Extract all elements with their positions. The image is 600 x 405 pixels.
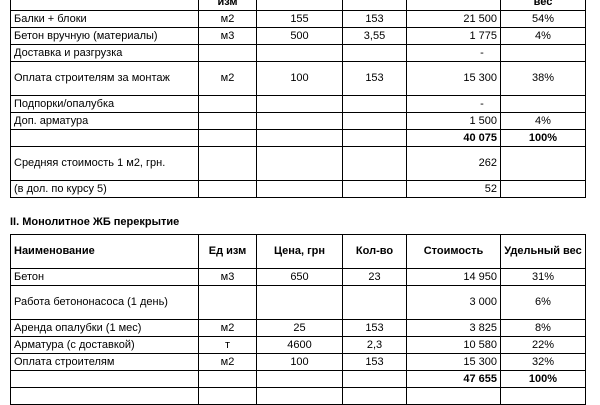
cell-share: 6% bbox=[501, 286, 586, 320]
cell-share bbox=[501, 96, 586, 113]
cell-price: 25 bbox=[257, 320, 343, 337]
cell-qty bbox=[343, 113, 407, 130]
header-qty: Кол-во bbox=[343, 235, 407, 269]
cell-cost: 15 300 bbox=[407, 354, 501, 371]
cell-unit bbox=[199, 286, 257, 320]
cell-unit: м2 bbox=[199, 11, 257, 28]
cell-unit bbox=[199, 113, 257, 130]
empty-cell bbox=[11, 388, 199, 405]
usd-value: 52 bbox=[407, 181, 501, 198]
header-cell bbox=[257, 0, 343, 11]
cell-cost: 15 300 bbox=[407, 62, 501, 96]
cell-name: Оплата строителям bbox=[11, 354, 199, 371]
table-row bbox=[11, 388, 586, 405]
cell-unit: м3 bbox=[199, 28, 257, 45]
cell-price: 100 bbox=[257, 354, 343, 371]
cell-unit: м2 bbox=[199, 354, 257, 371]
header-price: Цена, грн bbox=[257, 235, 343, 269]
empty-cell bbox=[407, 388, 501, 405]
table-header-row bbox=[11, 0, 586, 11]
cell-cost: 21 500 bbox=[407, 11, 501, 28]
average-row bbox=[11, 147, 586, 181]
cell-name: Бетон bbox=[11, 269, 199, 286]
header-share: Удельный вес bbox=[501, 235, 586, 269]
cell-cost: 1 775 bbox=[407, 28, 501, 45]
cell-price: 650 bbox=[257, 269, 343, 286]
empty-cell bbox=[343, 130, 407, 147]
cell-share: 31% bbox=[501, 269, 586, 286]
cell-cost: - bbox=[407, 96, 501, 113]
empty-cell bbox=[343, 147, 407, 181]
cell-name: Работа бетононасоса (1 день) bbox=[11, 286, 199, 320]
cell-price: 155 bbox=[257, 11, 343, 28]
cell-qty: 153 bbox=[343, 354, 407, 371]
cell-qty: 153 bbox=[343, 62, 407, 96]
cell-price bbox=[257, 45, 343, 62]
empty-cell bbox=[343, 371, 407, 388]
table-row bbox=[11, 11, 586, 28]
table-row bbox=[11, 96, 586, 113]
empty-cell bbox=[257, 371, 343, 388]
total-cost: 47 655 bbox=[407, 371, 501, 388]
cell-share: 4% bbox=[501, 113, 586, 130]
table-row bbox=[11, 320, 586, 337]
empty-cell bbox=[257, 181, 343, 198]
empty-cell bbox=[501, 147, 586, 181]
cell-price bbox=[257, 96, 343, 113]
empty-cell bbox=[11, 130, 199, 147]
section-title: II. Монолитное ЖБ перекрытие bbox=[10, 216, 180, 228]
usd-label: (в дол. по курсу 5) bbox=[11, 181, 199, 198]
empty-cell bbox=[257, 130, 343, 147]
cell-unit bbox=[199, 96, 257, 113]
table-row bbox=[11, 113, 586, 130]
empty-cell bbox=[199, 388, 257, 405]
cell-name: Арматура (с доставкой) bbox=[11, 337, 199, 354]
cell-cost: 3 000 bbox=[407, 286, 501, 320]
cell-share: 32% bbox=[501, 354, 586, 371]
empty-cell bbox=[501, 181, 586, 198]
header-name: Наименование bbox=[11, 235, 199, 269]
cell-qty: 153 bbox=[343, 320, 407, 337]
table-row bbox=[11, 354, 586, 371]
cell-share bbox=[501, 45, 586, 62]
total-share: 100% bbox=[501, 371, 586, 388]
empty-cell bbox=[257, 388, 343, 405]
cell-share: 54% bbox=[501, 11, 586, 28]
cell-name: Доставка и разгрузка bbox=[11, 45, 199, 62]
empty-cell bbox=[199, 147, 257, 181]
empty-cell bbox=[343, 388, 407, 405]
cost-table-2 bbox=[10, 234, 586, 405]
cell-price bbox=[257, 113, 343, 130]
empty-cell bbox=[11, 371, 199, 388]
cell-name: Доп. арматура bbox=[11, 113, 199, 130]
header-cell-unit: изм bbox=[199, 0, 257, 11]
cost-table-1 bbox=[10, 0, 586, 198]
cell-cost: 14 950 bbox=[407, 269, 501, 286]
table-header-row bbox=[11, 235, 586, 269]
empty-cell bbox=[199, 371, 257, 388]
header-unit: Ед изм bbox=[199, 235, 257, 269]
table-row bbox=[11, 337, 586, 354]
cell-price: 100 bbox=[257, 62, 343, 96]
cell-cost: 10 580 bbox=[407, 337, 501, 354]
cell-unit: т bbox=[199, 337, 257, 354]
empty-cell bbox=[199, 181, 257, 198]
cell-name: Аренда опалубки (1 мес) bbox=[11, 320, 199, 337]
empty-cell bbox=[257, 147, 343, 181]
cell-price bbox=[257, 286, 343, 320]
total-row bbox=[11, 371, 586, 388]
cell-qty bbox=[343, 286, 407, 320]
cell-share: 4% bbox=[501, 28, 586, 45]
total-row bbox=[11, 130, 586, 147]
total-cost: 40 075 bbox=[407, 130, 501, 147]
table-row bbox=[11, 286, 586, 320]
cell-cost: 1 500 bbox=[407, 113, 501, 130]
cell-unit: м2 bbox=[199, 62, 257, 96]
cell-unit: м3 bbox=[199, 269, 257, 286]
cell-qty: 3,55 bbox=[343, 28, 407, 45]
cell-name: Оплата строителям за монтаж bbox=[11, 62, 199, 96]
cell-price: 500 bbox=[257, 28, 343, 45]
header-cell bbox=[407, 0, 501, 11]
avg-value: 262 bbox=[407, 147, 501, 181]
cell-name: Балки + блоки bbox=[11, 11, 199, 28]
table-row bbox=[11, 269, 586, 286]
empty-cell bbox=[343, 181, 407, 198]
avg-label: Средняя стоимость 1 м2, грн. bbox=[11, 147, 199, 181]
usd-row bbox=[11, 181, 586, 198]
table-row bbox=[11, 45, 586, 62]
header-cell-share: вес bbox=[501, 0, 586, 11]
cell-qty: 153 bbox=[343, 11, 407, 28]
cell-price: 4600 bbox=[257, 337, 343, 354]
header-cell bbox=[11, 0, 199, 11]
empty-cell bbox=[501, 388, 586, 405]
table-row bbox=[11, 28, 586, 45]
cell-name: Подпорки/опалубка bbox=[11, 96, 199, 113]
cell-qty: 23 bbox=[343, 269, 407, 286]
empty-cell bbox=[199, 130, 257, 147]
cell-cost: - bbox=[407, 45, 501, 62]
cell-share: 8% bbox=[501, 320, 586, 337]
cell-qty bbox=[343, 96, 407, 113]
cell-share: 22% bbox=[501, 337, 586, 354]
cell-qty bbox=[343, 45, 407, 62]
cell-qty: 2,3 bbox=[343, 337, 407, 354]
header-cost: Стоимость bbox=[407, 235, 501, 269]
total-share: 100% bbox=[501, 130, 586, 147]
table-row bbox=[11, 62, 586, 96]
cell-share: 38% bbox=[501, 62, 586, 96]
header-cell bbox=[343, 0, 407, 11]
cell-name: Бетон вручную (материалы) bbox=[11, 28, 199, 45]
cell-unit bbox=[199, 45, 257, 62]
cell-cost: 3 825 bbox=[407, 320, 501, 337]
cell-unit: м2 bbox=[199, 320, 257, 337]
